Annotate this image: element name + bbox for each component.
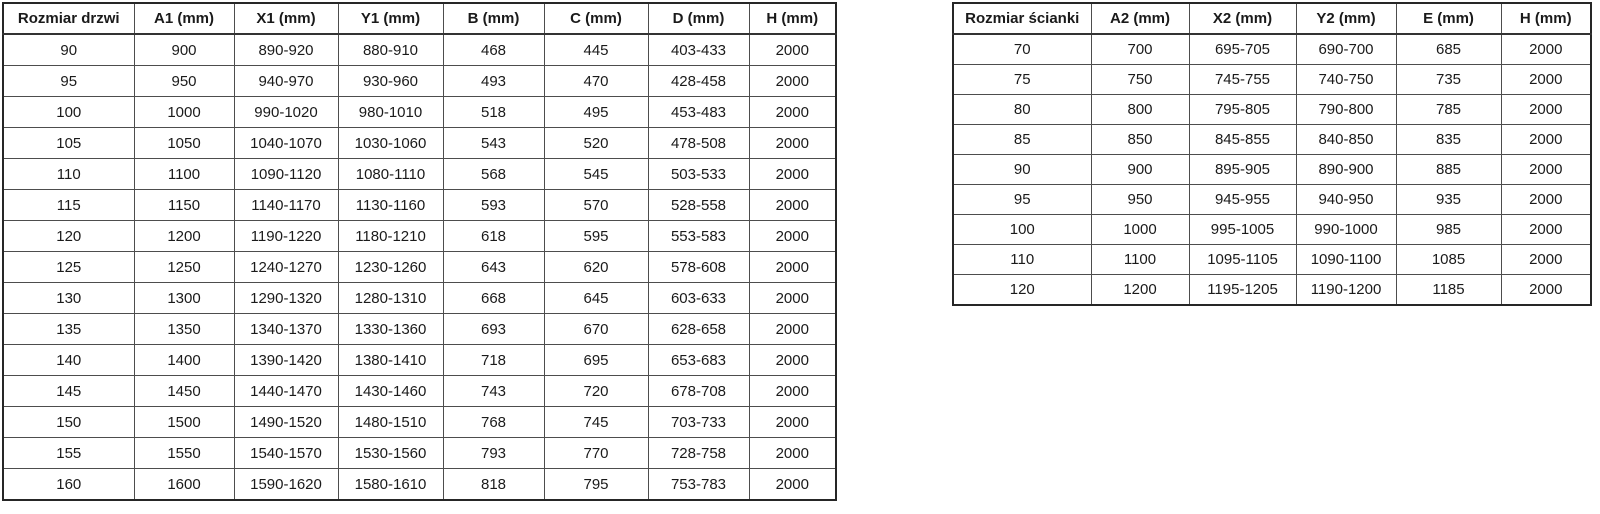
table-cell: 845-855 (1189, 125, 1296, 155)
table-cell: 2000 (749, 221, 836, 252)
table-cell: 1200 (1091, 275, 1189, 306)
table-cell: 935 (1396, 185, 1501, 215)
table-cell: 1330-1360 (338, 314, 443, 345)
table-cell: 620 (544, 252, 648, 283)
table-cell: 1190-1220 (234, 221, 338, 252)
table-cell: 900 (1091, 155, 1189, 185)
table-cell: 478-508 (648, 128, 749, 159)
table-cell: 95 (953, 185, 1091, 215)
table-cell: 840-850 (1296, 125, 1396, 155)
table-row (3, 283, 836, 314)
table-cell: 2000 (749, 283, 836, 314)
table-cell: 2000 (749, 252, 836, 283)
table-row (953, 34, 1591, 65)
table-cell: 985 (1396, 215, 1501, 245)
table-cell: 818 (443, 469, 544, 501)
table-cell: 85 (953, 125, 1091, 155)
table-row (3, 34, 836, 66)
table-row (953, 185, 1591, 215)
table-cell: 528-558 (648, 190, 749, 221)
table-row (3, 314, 836, 345)
table-cell: 80 (953, 95, 1091, 125)
table-cell: 2000 (749, 376, 836, 407)
table-cell: 1490-1520 (234, 407, 338, 438)
table-cell: 850 (1091, 125, 1189, 155)
table-row (3, 407, 836, 438)
table-row (3, 66, 836, 97)
table-cell: 470 (544, 66, 648, 97)
table-cell: 880-910 (338, 34, 443, 66)
table-cell: 145 (3, 376, 134, 407)
table-cell: 90 (953, 155, 1091, 185)
table-cell: 735 (1396, 65, 1501, 95)
table-cell: 135 (3, 314, 134, 345)
table-cell: 603-633 (648, 283, 749, 314)
table-row (3, 128, 836, 159)
table-cell: 1000 (1091, 215, 1189, 245)
table-cell: 1100 (1091, 245, 1189, 275)
table-cell: 1380-1410 (338, 345, 443, 376)
table-cell: 628-658 (648, 314, 749, 345)
table-cell: 1300 (134, 283, 234, 314)
table-cell: 643 (443, 252, 544, 283)
table-row (3, 438, 836, 469)
wall-size-table-container (952, 2, 1590, 306)
table-cell: 105 (3, 128, 134, 159)
table-cell: 2000 (749, 97, 836, 128)
table-cell: 718 (443, 345, 544, 376)
table-cell: 1180-1210 (338, 221, 443, 252)
header-row (953, 3, 1591, 34)
column-header: E (mm) (1396, 3, 1501, 34)
table-cell: 990-1000 (1296, 215, 1396, 245)
table-cell: 1050 (134, 128, 234, 159)
table-cell: 618 (443, 221, 544, 252)
table-row (953, 65, 1591, 95)
table-cell: 2000 (1501, 185, 1591, 215)
table-row (3, 190, 836, 221)
table-cell: 2000 (749, 438, 836, 469)
table-cell: 1195-1205 (1189, 275, 1296, 306)
table-cell: 1100 (134, 159, 234, 190)
table-cell: 2000 (749, 407, 836, 438)
table-cell: 428-458 (648, 66, 749, 97)
table-cell: 120 (953, 275, 1091, 306)
table-cell: 543 (443, 128, 544, 159)
table-cell: 2000 (749, 469, 836, 501)
column-header: X1 (mm) (234, 3, 338, 34)
table-row (3, 469, 836, 501)
column-header: D (mm) (648, 3, 749, 34)
table-cell: 593 (443, 190, 544, 221)
table-cell: 70 (953, 34, 1091, 65)
table-cell: 125 (3, 252, 134, 283)
table-cell: 790-800 (1296, 95, 1396, 125)
table-cell: 895-905 (1189, 155, 1296, 185)
table-cell: 728-758 (648, 438, 749, 469)
table-cell: 160 (3, 469, 134, 501)
table-cell: 445 (544, 34, 648, 66)
column-header: H (mm) (749, 3, 836, 34)
table-row (953, 245, 1591, 275)
table-cell: 890-920 (234, 34, 338, 66)
table-cell: 570 (544, 190, 648, 221)
table-cell: 468 (443, 34, 544, 66)
table-cell: 793 (443, 438, 544, 469)
table-cell: 1600 (134, 469, 234, 501)
column-header: X2 (mm) (1189, 3, 1296, 34)
table-cell: 1095-1105 (1189, 245, 1296, 275)
table-cell: 2000 (1501, 275, 1591, 306)
table-cell: 750 (1091, 65, 1189, 95)
table-cell: 1290-1320 (234, 283, 338, 314)
table-cell: 800 (1091, 95, 1189, 125)
table-cell: 1190-1200 (1296, 275, 1396, 306)
table-cell: 1440-1470 (234, 376, 338, 407)
table-cell: 1530-1560 (338, 438, 443, 469)
table-cell: 1230-1260 (338, 252, 443, 283)
table-cell: 770 (544, 438, 648, 469)
table-cell: 1480-1510 (338, 407, 443, 438)
table-cell: 885 (1396, 155, 1501, 185)
table-cell: 130 (3, 283, 134, 314)
table-cell: 670 (544, 314, 648, 345)
table-cell: 1430-1460 (338, 376, 443, 407)
table-cell: 2000 (749, 34, 836, 66)
table-cell: 678-708 (648, 376, 749, 407)
table-cell: 2000 (749, 190, 836, 221)
table-cell: 90 (3, 34, 134, 66)
table-cell: 1250 (134, 252, 234, 283)
table-cell: 95 (3, 66, 134, 97)
table-cell: 768 (443, 407, 544, 438)
table-cell: 1000 (134, 97, 234, 128)
door-size-table-container (2, 2, 835, 501)
table-cell: 578-608 (648, 252, 749, 283)
table-cell: 900 (134, 34, 234, 66)
table-cell: 785 (1396, 95, 1501, 125)
table-cell: 2000 (1501, 34, 1591, 65)
column-header: H (mm) (1501, 3, 1591, 34)
table-cell: 75 (953, 65, 1091, 95)
table-cell: 945-955 (1189, 185, 1296, 215)
table-cell: 1340-1370 (234, 314, 338, 345)
table-cell: 745 (544, 407, 648, 438)
table-cell: 110 (953, 245, 1091, 275)
table-cell: 2000 (749, 159, 836, 190)
column-header: Y2 (mm) (1296, 3, 1396, 34)
table-row (953, 95, 1591, 125)
table-cell: 1580-1610 (338, 469, 443, 501)
table-row (953, 155, 1591, 185)
table-cell: 990-1020 (234, 97, 338, 128)
table-cell: 950 (1091, 185, 1189, 215)
table-cell: 720 (544, 376, 648, 407)
table-cell: 1240-1270 (234, 252, 338, 283)
table-cell: 1390-1420 (234, 345, 338, 376)
table-row (3, 221, 836, 252)
table-cell: 980-1010 (338, 97, 443, 128)
table-cell: 940-950 (1296, 185, 1396, 215)
table-cell: 835 (1396, 125, 1501, 155)
table-cell: 795 (544, 469, 648, 501)
table-row (953, 215, 1591, 245)
table-cell: 653-683 (648, 345, 749, 376)
table-cell: 703-733 (648, 407, 749, 438)
table-cell: 890-900 (1296, 155, 1396, 185)
table-cell: 930-960 (338, 66, 443, 97)
table-cell: 100 (3, 97, 134, 128)
table-cell: 1540-1570 (234, 438, 338, 469)
table-cell: 520 (544, 128, 648, 159)
table-cell: 1200 (134, 221, 234, 252)
table-row (3, 345, 836, 376)
door-size-table (2, 2, 837, 501)
table-cell: 503-533 (648, 159, 749, 190)
column-header: C (mm) (544, 3, 648, 34)
table-cell: 1090-1100 (1296, 245, 1396, 275)
table-cell: 553-583 (648, 221, 749, 252)
table-cell: 2000 (1501, 125, 1591, 155)
table-cell: 495 (544, 97, 648, 128)
table-cell: 1185 (1396, 275, 1501, 306)
table-cell: 1280-1310 (338, 283, 443, 314)
table-cell: 120 (3, 221, 134, 252)
table-cell: 1030-1060 (338, 128, 443, 159)
table-cell: 568 (443, 159, 544, 190)
table-cell: 695-705 (1189, 34, 1296, 65)
table-cell: 1400 (134, 345, 234, 376)
column-header: Rozmiar drzwi (3, 3, 134, 34)
table-cell: 795-805 (1189, 95, 1296, 125)
column-header: B (mm) (443, 3, 544, 34)
table-cell: 545 (544, 159, 648, 190)
table-cell: 695 (544, 345, 648, 376)
table-cell: 140 (3, 345, 134, 376)
wall-size-table (952, 2, 1592, 306)
table-cell: 740-750 (1296, 65, 1396, 95)
table-cell: 1450 (134, 376, 234, 407)
header-row (3, 3, 836, 34)
table-row (953, 125, 1591, 155)
table-cell: 1590-1620 (234, 469, 338, 501)
table-cell: 2000 (1501, 215, 1591, 245)
table-cell: 403-433 (648, 34, 749, 66)
column-header: Rozmiar ścianki (953, 3, 1091, 34)
table-cell: 453-483 (648, 97, 749, 128)
table-cell: 690-700 (1296, 34, 1396, 65)
table-cell: 668 (443, 283, 544, 314)
table-cell: 745-755 (1189, 65, 1296, 95)
table-cell: 155 (3, 438, 134, 469)
table-cell: 950 (134, 66, 234, 97)
table-cell: 693 (443, 314, 544, 345)
table-cell: 2000 (1501, 65, 1591, 95)
table-cell: 150 (3, 407, 134, 438)
table-cell: 1140-1170 (234, 190, 338, 221)
table-cell: 1350 (134, 314, 234, 345)
table-cell: 700 (1091, 34, 1189, 65)
table-cell: 685 (1396, 34, 1501, 65)
table-cell: 518 (443, 97, 544, 128)
table-cell: 2000 (1501, 95, 1591, 125)
table-cell: 493 (443, 66, 544, 97)
table-cell: 1080-1110 (338, 159, 443, 190)
table-cell: 753-783 (648, 469, 749, 501)
table-cell: 995-1005 (1189, 215, 1296, 245)
table-cell: 2000 (1501, 155, 1591, 185)
table-cell: 645 (544, 283, 648, 314)
table-cell: 2000 (1501, 245, 1591, 275)
table-row (3, 376, 836, 407)
table-cell: 2000 (749, 314, 836, 345)
table-cell: 2000 (749, 128, 836, 159)
table-cell: 1150 (134, 190, 234, 221)
table-cell: 1500 (134, 407, 234, 438)
table-cell: 743 (443, 376, 544, 407)
table-row (3, 252, 836, 283)
table-row (953, 275, 1591, 306)
table-row (3, 159, 836, 190)
table-cell: 1090-1120 (234, 159, 338, 190)
table-row (3, 97, 836, 128)
column-header: Y1 (mm) (338, 3, 443, 34)
column-header: A1 (mm) (134, 3, 234, 34)
table-cell: 115 (3, 190, 134, 221)
table-cell: 1550 (134, 438, 234, 469)
table-cell: 2000 (749, 345, 836, 376)
table-cell: 2000 (749, 66, 836, 97)
table-cell: 110 (3, 159, 134, 190)
table-cell: 1130-1160 (338, 190, 443, 221)
table-cell: 1040-1070 (234, 128, 338, 159)
column-header: A2 (mm) (1091, 3, 1189, 34)
table-cell: 100 (953, 215, 1091, 245)
table-cell: 595 (544, 221, 648, 252)
table-cell: 940-970 (234, 66, 338, 97)
table-cell: 1085 (1396, 245, 1501, 275)
